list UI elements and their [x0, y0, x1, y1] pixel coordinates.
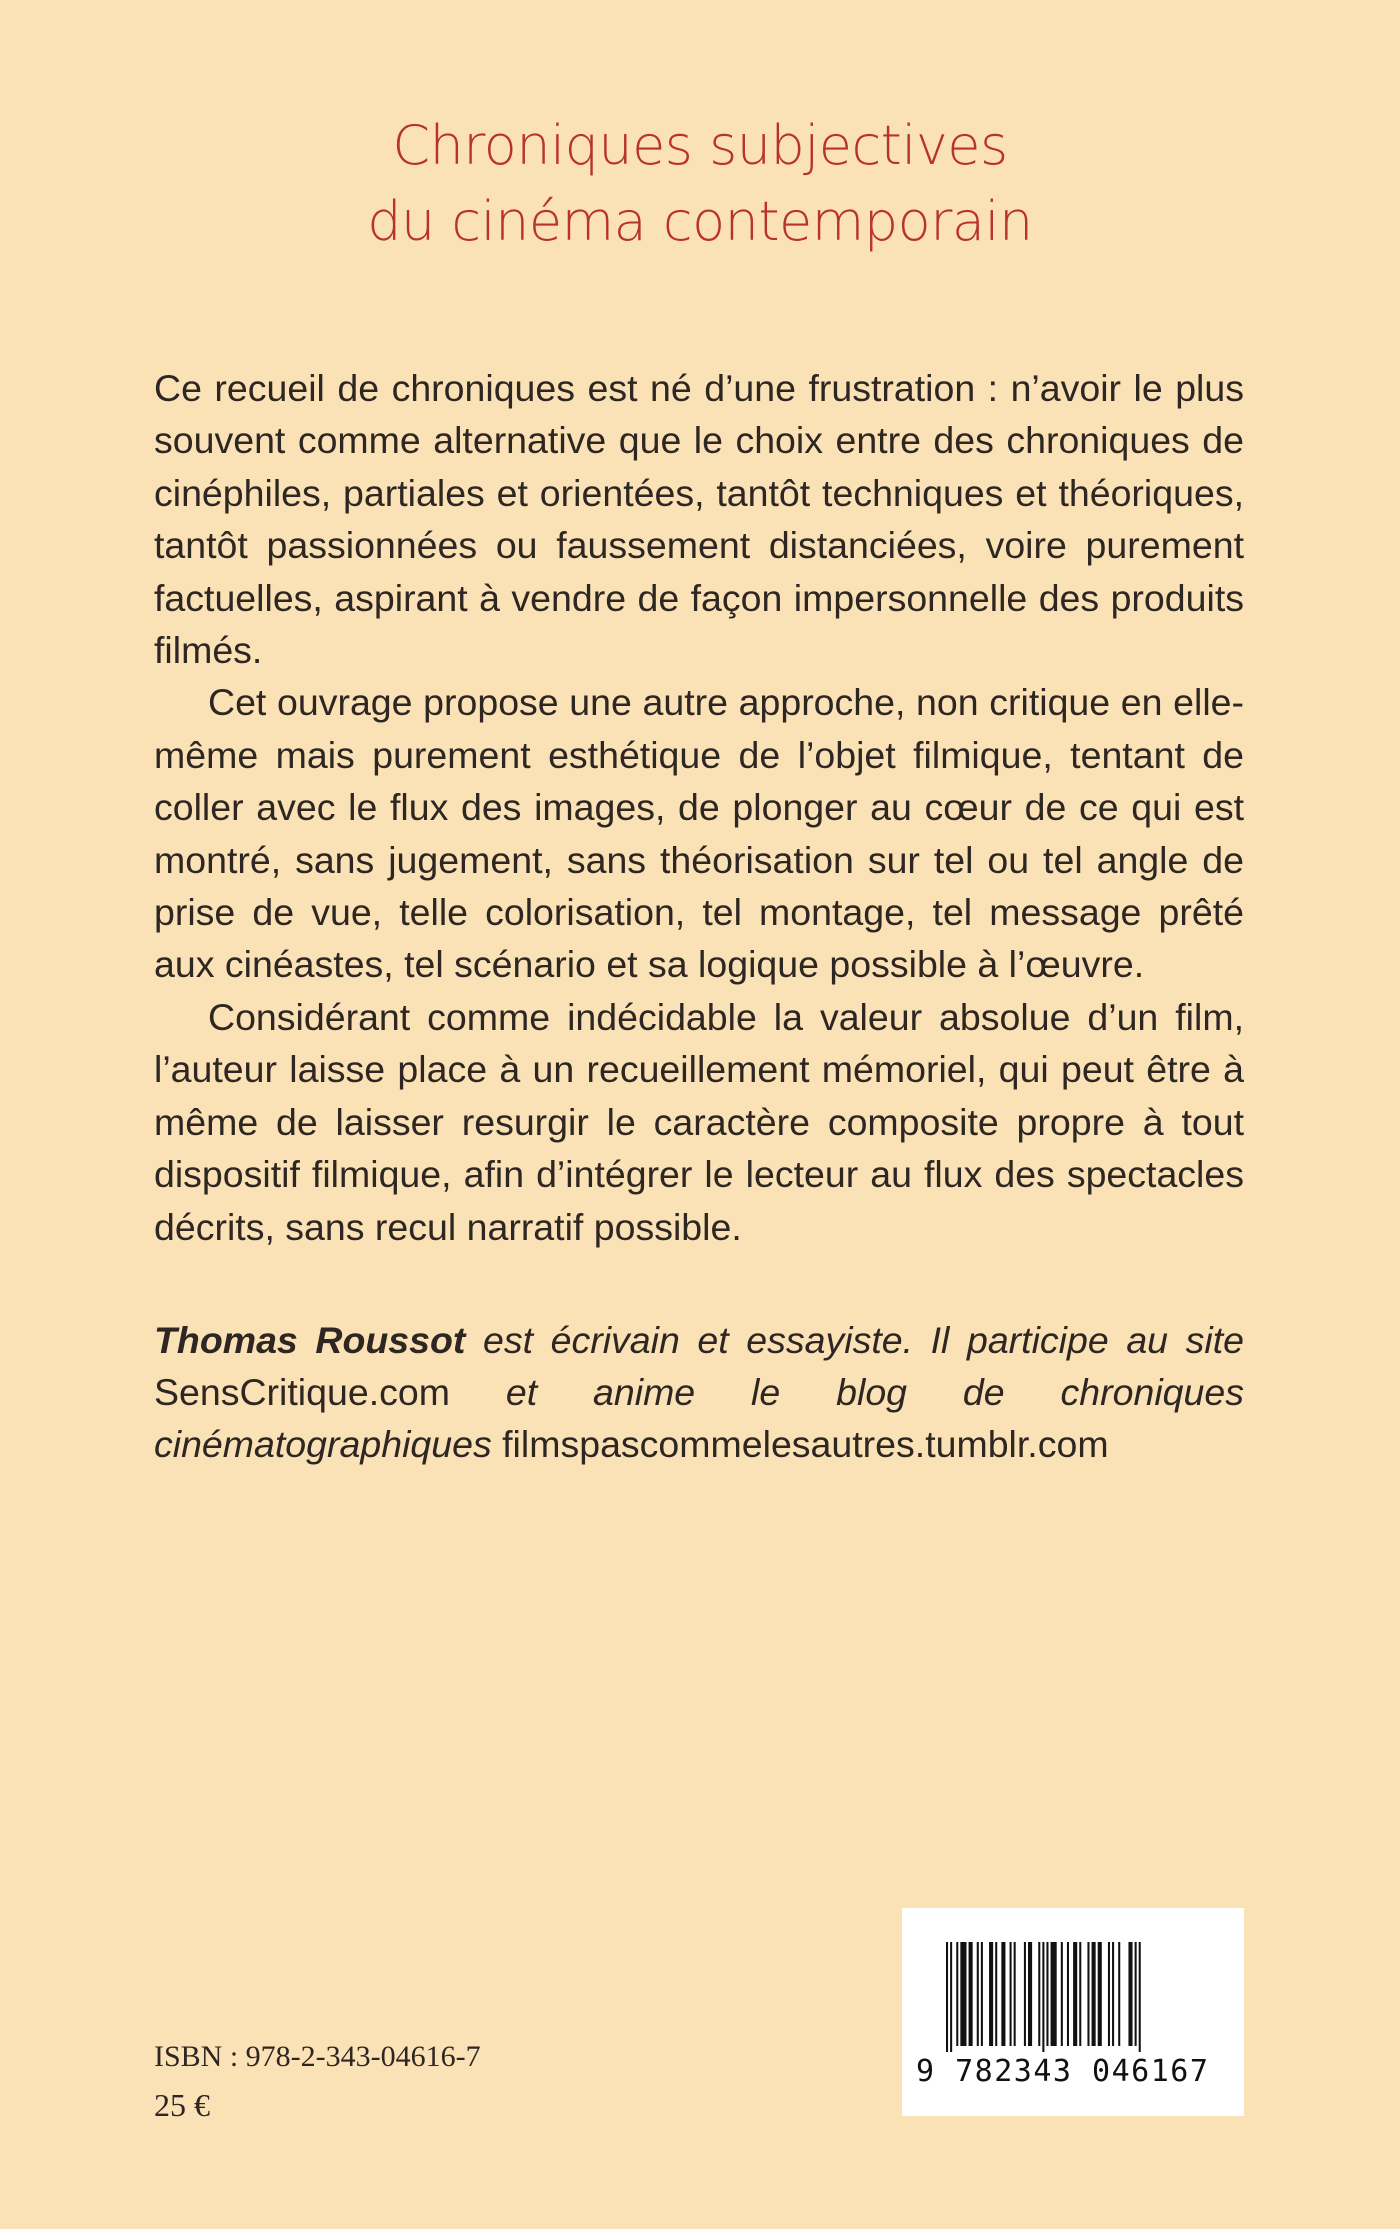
barcode-bar	[969, 1942, 973, 2046]
barcode-bar	[1087, 1942, 1089, 2046]
barcode-bar	[1079, 1942, 1081, 2046]
barcode-bar	[1139, 1942, 1141, 2052]
barcode-bar	[1118, 1942, 1120, 2046]
bio-text-1: est écrivain et essayiste. Il participe au site	[465, 1319, 1244, 1361]
barcode-bar	[950, 1942, 952, 2052]
barcode-bar	[989, 1942, 993, 2046]
barcode-bar	[1014, 1942, 1016, 2046]
barcode-bar	[977, 1942, 979, 2046]
title-line-1: Chroniques subjectives	[392, 114, 1008, 177]
blurb-paragraph-1: Ce recueil de chroniques est né d’une frustration : n’avoir le plus souvent comme alternative que le choix entre des chroniques de cinéphiles, partiales et orientées, tantôt techniques et théoriques, tantôt passionnées ou faussement distanciées, voire purement factuelles, aspirant à vendre de façon impersonnelle des produits filmés.	[154, 367, 1244, 672]
barcode-bar	[1061, 1942, 1063, 2046]
barcode-bar	[960, 1942, 966, 2046]
barcode-bar	[946, 1942, 948, 2052]
author-bio	[154, 1314, 1244, 1470]
barcode-bar	[1073, 1942, 1077, 2046]
barcode-bar	[1112, 1942, 1114, 2046]
price-label: 25 €	[154, 2087, 210, 2123]
barcode-bar	[1067, 1942, 1069, 2046]
barcode-bar	[1051, 1942, 1057, 2046]
bio-text-2: et anime le blog de chroniques cinématographiques	[154, 1371, 1244, 1465]
barcode-bar	[981, 1942, 983, 2046]
book-title	[0, 108, 1400, 260]
bio-site-2: filmspascommelesautres.tumblr.com	[502, 1423, 1109, 1465]
barcode-bar	[1042, 1942, 1044, 2052]
barcode-bar	[1028, 1942, 1032, 2046]
barcode-bar	[1038, 1942, 1040, 2046]
title-line-2: du cinéma contemporain	[367, 190, 1033, 253]
barcode-digits: 9 782343 046167	[916, 2054, 1210, 2089]
barcode-bars	[946, 1942, 1198, 2052]
back-cover-blurb	[154, 362, 1244, 1253]
barcode-bar	[1128, 1942, 1132, 2046]
barcode-bar	[1092, 1942, 1096, 2046]
barcode-bar	[1135, 1942, 1137, 2046]
barcode	[902, 1908, 1244, 2116]
bio-site-1: SensCritique.com	[154, 1371, 450, 1413]
author-name: Thomas Roussot	[154, 1319, 466, 1361]
barcode-bar	[1098, 1942, 1102, 2046]
barcode-bar	[1024, 1942, 1026, 2046]
barcode-bar	[1001, 1942, 1005, 2046]
barcode-bar	[1010, 1942, 1012, 2046]
blurb-paragraph-2: Cet ouvrage propose une autre approche, non critique en elle-même mais purement esthétique de l’objet filmique, tentant de coller avec le flux des images, de plonger au cœur de ce qui est montré, sans jugement, sans théorisation sur tel ou tel angle de prise de vue, telle colorisation, tel montage, tel message prêté aux cinéastes, tel scénario et sa logique possible à l’œuvre.	[154, 681, 1244, 986]
barcode-bar	[995, 1942, 997, 2046]
barcode-bar	[956, 1942, 958, 2046]
barcode-bar	[1046, 1942, 1048, 2046]
barcode-bar	[1108, 1942, 1110, 2046]
isbn-label: ISBN : 978-2-343-04616-7	[154, 2040, 481, 2073]
blurb-paragraph-3: Considérant comme indécidable la valeur absolue d’un film, l’auteur laisse place à un recueillement mémoriel, qui peut être à même de laisser resurgir le caractère composite propre à tout dispositif filmique, afin d’intégrer le lecteur au flux des spectacles décrits, sans recul narratif possible.	[154, 995, 1244, 1248]
